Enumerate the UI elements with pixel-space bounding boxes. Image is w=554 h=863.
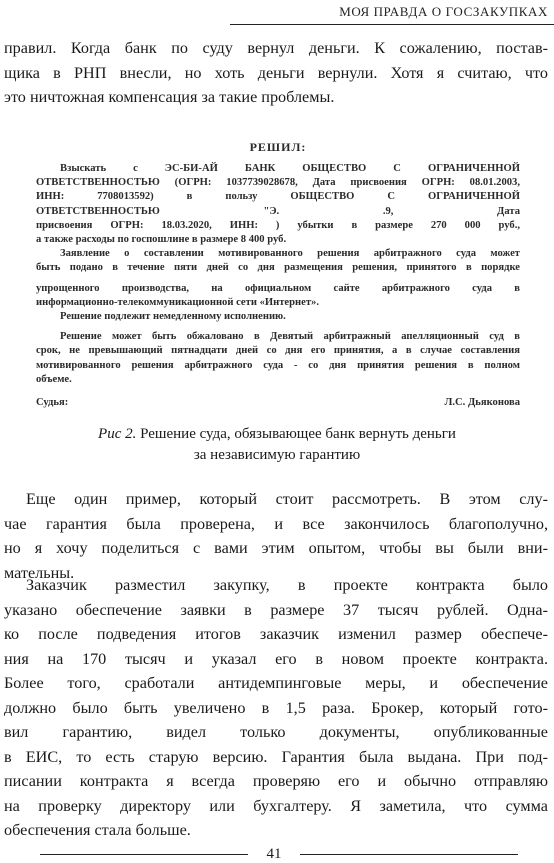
text-line: Более того, сработали антидемпинговые меры, и обеспечение [4, 674, 548, 692]
decision-line: информационно-телекоммуникационной сети «Интернет». [36, 296, 319, 308]
decision-line: ОТВЕТСТВЕННОСТЬЮ (ОГРН: 1037739028678, Дата присвоения ОГРН: 08.01.2003, [36, 177, 520, 189]
text-line: писании контракта я всегда проверяю его и обычно отправляю [4, 772, 548, 790]
court-decision-scan [36, 140, 520, 410]
caption-line-1 [40, 424, 514, 445]
caption-text: Решение суда, обязывающее банк вернуть деньги [140, 426, 456, 442]
judge-name: Л.С. Дьяконова [444, 397, 520, 408]
customer-paragraph [4, 573, 548, 843]
text-line: правил. Когда банк по суду вернул деньги. К сожалению, постав- [4, 39, 548, 57]
page-number: 41 [266, 846, 282, 862]
text-line: мательны. [4, 563, 75, 582]
running-header: МОЯ ПРАВДА О ГОСЗАКУПКАХ [339, 4, 548, 19]
text-line: должно было быть увеличено в 1,5 раза. Брокер, который гото- [4, 698, 548, 717]
decision-line: присвоения ОГРН: 18.03.2020, ИНН: ) убытки в размере 270 000 руб., [36, 219, 520, 231]
decision-line: Решение подлежит немедленному исполнению. [60, 311, 286, 323]
decision-line: упрощенного производства, на официальном сайте арбитражного суда в [36, 282, 520, 294]
decision-line: Решение может быть обжаловано в Девятый арбитражный апелляционный суд в [60, 331, 520, 343]
decision-title: РЕШИЛ: [249, 140, 307, 154]
decision-line: ОТВЕТСТВЕННОСТЬЮ "Э. .9, Дата [36, 205, 520, 217]
text-line: ния на 170 тысяч и указал его в новом проекте контракта. [4, 649, 548, 668]
decision-line: объеме. [36, 373, 72, 385]
decision-line: а также расходы по госпошлине в размере 8 400 руб. [36, 234, 287, 246]
text-line: это ничтожная компенсация за такие проблемы. [4, 88, 335, 106]
decision-line: быть подано в течение пяти дней со дня размещения решения, принятого в порядке [36, 262, 520, 274]
decision-line: срок, не превышающий пятнадцати дней со дня его принятия, а в случае составления [36, 345, 520, 357]
decision-line: Взыскать с ЭС-БИ-АЙ БАНК ОБЩЕСТВО С ОГРАНИЧЕННОЙ [60, 163, 520, 174]
text-line: ко после подведения итогов заказчик изменил размер обеспече- [4, 625, 548, 643]
text-line: на проверку директору или бухгалтеру. Я заметила, что сумма [4, 796, 548, 815]
text-line: вил гарантию, видел только документы, опубликованные [4, 723, 548, 741]
text-line: Еще один пример, который стоит рассмотреть. В этом слу- [26, 490, 548, 508]
decision-line: ИНН: 7708013592) в пользу ОБЩЕСТВО С ОГРАНИЧЕННОЙ [36, 191, 520, 203]
text-line: но я хочу поделиться с вами этим опытом, чтобы вы были вни- [4, 539, 548, 557]
text-line: щика в РНП внесли, но хоть деньги вернули. Хотя я считаю, что [4, 63, 548, 82]
judge-label: Судья: [36, 397, 69, 408]
intro-paragraph [4, 36, 548, 110]
footer-rule-right [300, 854, 518, 855]
example-paragraph [4, 487, 548, 585]
text-line: обеспечения стала больше. [4, 821, 191, 839]
footer-rule-left [40, 854, 248, 855]
decision-line: Заявление о составлении мотивированного решения арбитражного суда может [60, 248, 520, 260]
text-line: указано обеспечение заявки в размере 37 тысяч рублей. Одна- [4, 600, 548, 619]
text-line: в ЕИС, то есть старую версию. Гарантия была выдана. При под- [4, 747, 548, 766]
page-footer [0, 845, 554, 863]
decision-body [36, 162, 520, 387]
header-rule [230, 24, 554, 25]
decision-line: мотивированного решения арбитражного суда - со дня принятия решения в полном [36, 359, 520, 371]
caption-line-2: за независимую гарантию [193, 447, 361, 463]
figure-caption [40, 424, 514, 466]
figure-label: Рис 2. [98, 426, 137, 442]
text-line: чае гарантия была проверена, и все закончилось благополучно, [4, 514, 548, 533]
text-line: Заказчик разместил закупку, в проекте контракта было [26, 576, 548, 594]
